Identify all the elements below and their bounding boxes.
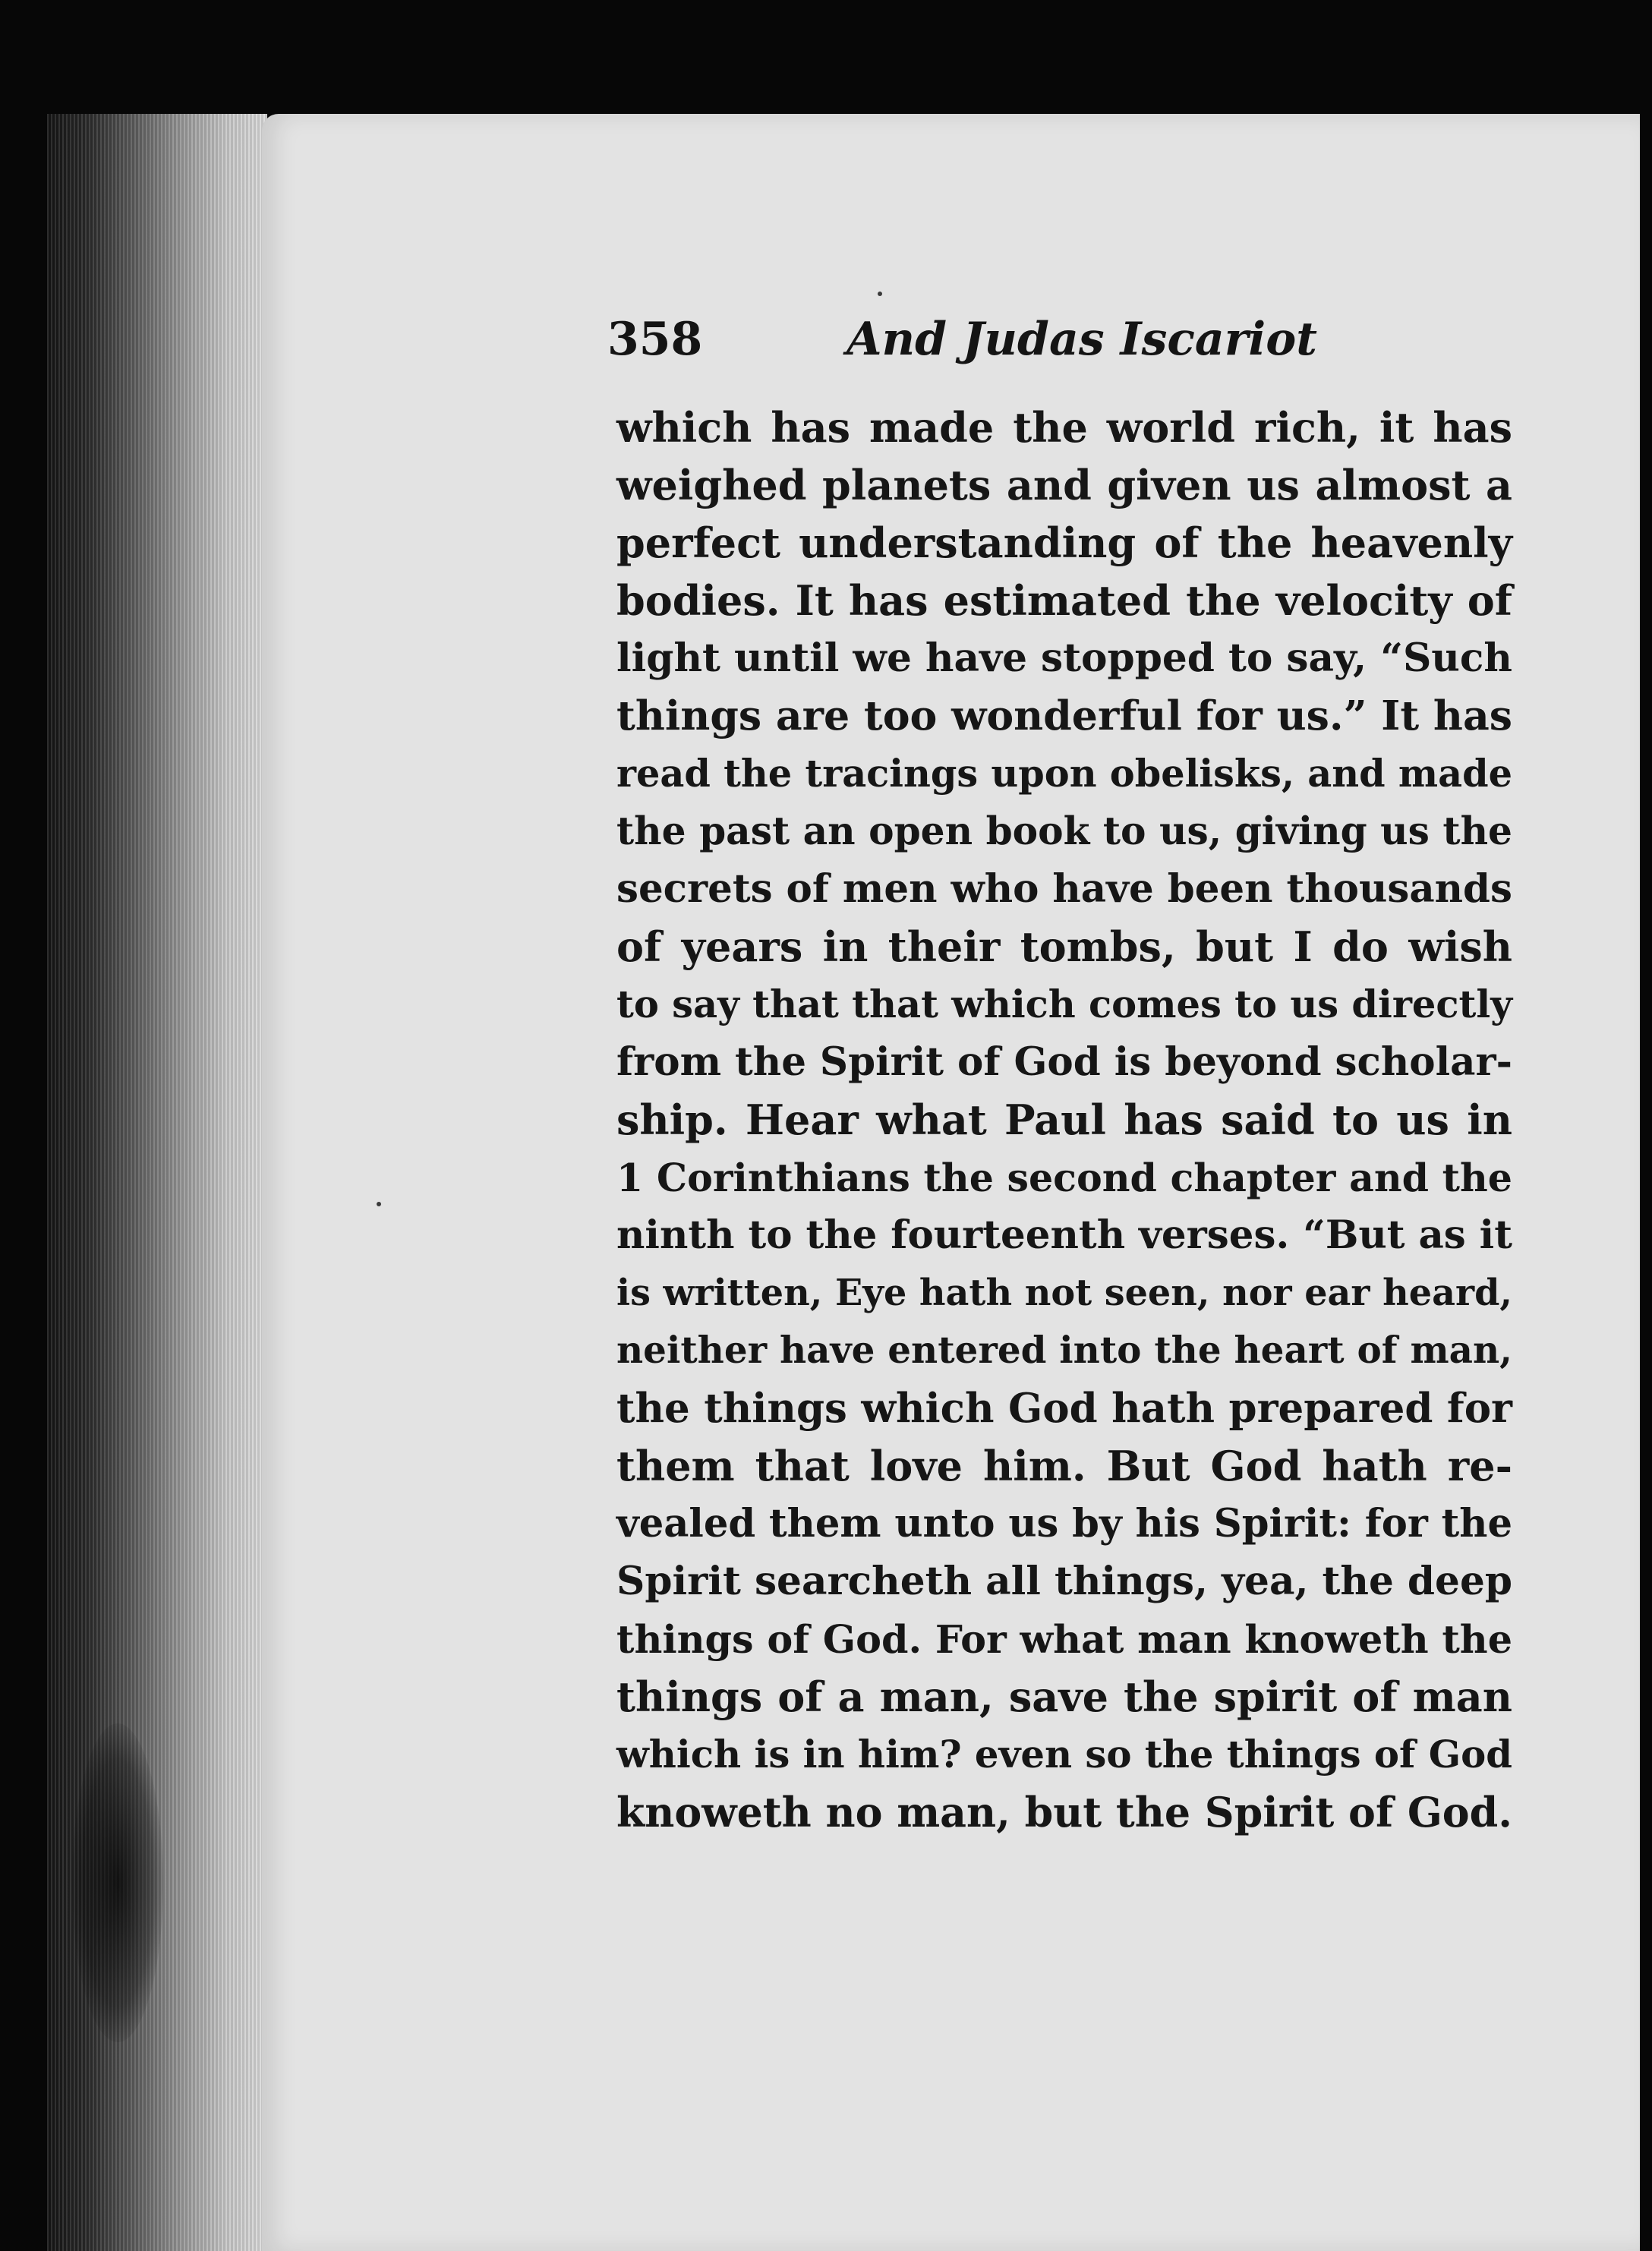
running-title: And Judas Iscariot bbox=[846, 313, 1317, 366]
page-number: 358 bbox=[607, 313, 703, 366]
text-line: which has made the world rich, it has bbox=[616, 403, 1512, 452]
text-line: light until we have stopped to say, “Such bbox=[616, 635, 1512, 681]
page-speck bbox=[377, 1202, 381, 1206]
text-line: from the Spirit of God is beyond scholar- bbox=[616, 1039, 1512, 1085]
edge-stain bbox=[72, 1723, 163, 2042]
text-line: things of God. For what man knoweth the bbox=[616, 1616, 1512, 1662]
text-line: neither have entered into the heart of man, bbox=[616, 1329, 1512, 1372]
page-speck bbox=[878, 292, 882, 296]
text-line: weighed planets and given us almost a bbox=[616, 461, 1512, 509]
text-line: 1 Corinthians the second chapter and the bbox=[616, 1155, 1512, 1200]
text-line: things are too wonderful for us.” It has bbox=[616, 692, 1512, 739]
text-line: Spirit searcheth all things, yea, the deep bbox=[616, 1558, 1512, 1604]
text-line: which is in him? even so the things of God bbox=[616, 1732, 1513, 1777]
text-line: the things which God hath prepared for bbox=[616, 1384, 1512, 1432]
text-line: ninth to the fourteenth verses. “But as it bbox=[616, 1212, 1512, 1258]
text-line: of years in their tombs, but I do wish bbox=[616, 922, 1512, 971]
text-line: the past an open book to us, giving us the bbox=[616, 809, 1512, 853]
text-line: ship. Hear what Paul has said to us in bbox=[616, 1096, 1512, 1144]
text-line: knoweth no man, but the Spirit of God. bbox=[616, 1788, 1512, 1836]
text-line: things of a man, save the spirit of man bbox=[616, 1672, 1512, 1721]
running-head bbox=[607, 305, 1317, 374]
text-line: them that love him. But God hath re- bbox=[616, 1442, 1512, 1490]
text-line: is written, Eye hath not seen, nor ear heard, bbox=[616, 1272, 1512, 1314]
body-text bbox=[616, 399, 1512, 1841]
text-line: vealed them unto us by his Spirit: for the bbox=[616, 1501, 1512, 1546]
text-line: to say that that which comes to us directly bbox=[616, 982, 1512, 1026]
text-line: bodies. It has estimated the velocity of bbox=[616, 576, 1512, 625]
text-line: perfect understanding of the heavenly bbox=[616, 519, 1512, 567]
text-line: secrets of men who have been thousands bbox=[616, 866, 1512, 912]
text-line: read the tracings upon obelisks, and made bbox=[616, 752, 1512, 796]
